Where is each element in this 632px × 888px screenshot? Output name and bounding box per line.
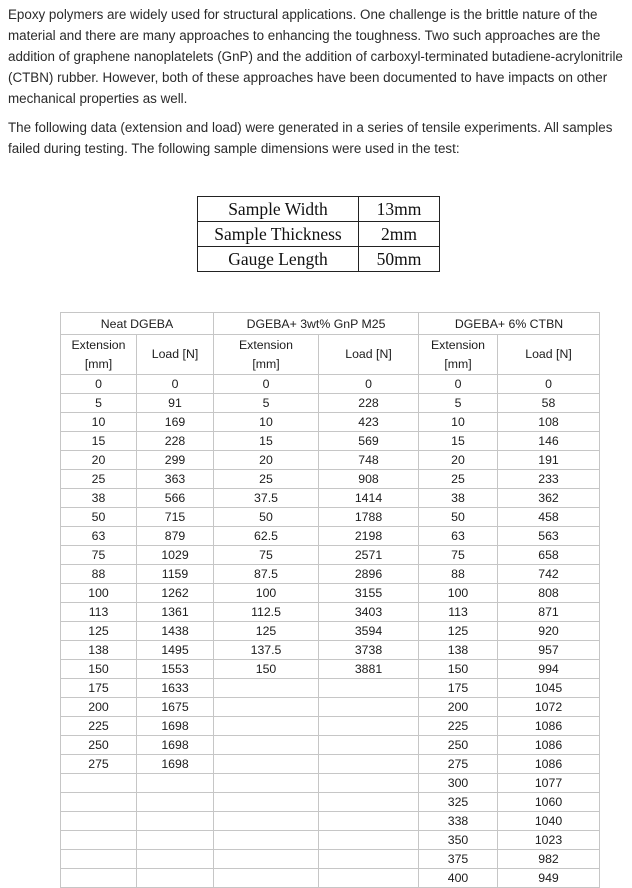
load-cell: 908 <box>319 470 419 489</box>
load-cell: 91 <box>137 394 214 413</box>
dimension-value: 50mm <box>359 247 440 272</box>
load-cell: 1553 <box>137 660 214 679</box>
load-cell <box>319 850 419 869</box>
extension-cell: 175 <box>419 679 498 698</box>
load-cell: 169 <box>137 413 214 432</box>
load-cell: 1029 <box>137 546 214 565</box>
load-cell: 949 <box>498 869 600 888</box>
extension-header-unit: [mm] <box>84 356 113 371</box>
load-cell <box>137 774 214 793</box>
table-row <box>61 527 600 546</box>
extension-cell: 50 <box>419 508 498 527</box>
load-cell <box>319 774 419 793</box>
extension-cell: 75 <box>61 546 137 565</box>
load-cell: 363 <box>137 470 214 489</box>
extension-cell: 100 <box>61 584 137 603</box>
load-cell: 191 <box>498 451 600 470</box>
group-header: DGEBA+ 6% CTBN <box>419 313 600 335</box>
load-cell <box>319 831 419 850</box>
extension-cell: 25 <box>61 470 137 489</box>
load-cell: 1045 <box>498 679 600 698</box>
table-row <box>61 451 600 470</box>
intro-paragraph-2: The following data (extension and load) were generated in a series of tensile experiments. All samples failed during testing. The following sample dimensions were used in the test: <box>8 120 613 156</box>
extension-cell: 88 <box>61 565 137 584</box>
load-cell <box>137 812 214 831</box>
extension-cell: 113 <box>61 603 137 622</box>
extension-cell: 10 <box>419 413 498 432</box>
extension-cell: 113 <box>419 603 498 622</box>
table-row <box>61 565 600 584</box>
extension-cell: 38 <box>419 489 498 508</box>
load-cell: 1361 <box>137 603 214 622</box>
load-cell: 1698 <box>137 755 214 774</box>
load-cell: 1414 <box>319 489 419 508</box>
load-cell: 1495 <box>137 641 214 660</box>
table-row <box>61 470 600 489</box>
table-row <box>61 394 600 413</box>
column-header-row <box>61 335 600 375</box>
extension-header-line: Extension <box>71 337 126 352</box>
extension-header-line: Extension <box>430 337 485 352</box>
extension-cell: 100 <box>214 584 319 603</box>
load-cell <box>319 812 419 831</box>
load-cell: 362 <box>498 489 600 508</box>
load-cell: 566 <box>137 489 214 508</box>
extension-cell: 20 <box>419 451 498 470</box>
load-cell: 2571 <box>319 546 419 565</box>
table-row <box>61 736 600 755</box>
extension-cell: 15 <box>214 432 319 451</box>
dimension-value: 13mm <box>359 197 440 222</box>
load-cell: 715 <box>137 508 214 527</box>
load-cell: 563 <box>498 527 600 546</box>
load-cell <box>319 755 419 774</box>
extension-cell: 20 <box>214 451 319 470</box>
table-row <box>61 413 600 432</box>
extension-cell: 75 <box>419 546 498 565</box>
load-cell: 879 <box>137 527 214 546</box>
load-cell: 1060 <box>498 793 600 812</box>
load-cell: 3738 <box>319 641 419 660</box>
extension-cell: 138 <box>61 641 137 660</box>
extension-cell: 200 <box>61 698 137 717</box>
load-header: Load [N] <box>137 335 214 375</box>
extension-cell: 5 <box>419 394 498 413</box>
load-cell: 1086 <box>498 717 600 736</box>
extension-cell: 125 <box>61 622 137 641</box>
extension-cell: 150 <box>419 660 498 679</box>
extension-cell <box>61 793 137 812</box>
load-cell: 3594 <box>319 622 419 641</box>
load-cell: 0 <box>319 375 419 394</box>
extension-cell: 138 <box>419 641 498 660</box>
dimension-label: Sample Width <box>198 197 359 222</box>
extension-cell <box>214 812 319 831</box>
load-cell: 3881 <box>319 660 419 679</box>
extension-cell: 25 <box>419 470 498 489</box>
load-cell: 299 <box>137 451 214 470</box>
load-cell: 423 <box>319 413 419 432</box>
load-cell: 0 <box>137 375 214 394</box>
load-cell: 658 <box>498 546 600 565</box>
extension-header-unit: [mm] <box>444 356 472 371</box>
load-cell: 146 <box>498 432 600 451</box>
dimension-label: Gauge Length <box>198 247 359 272</box>
table-row <box>61 793 600 812</box>
sample-dimensions-table <box>197 196 440 272</box>
table-row <box>61 831 600 850</box>
extension-cell <box>61 850 137 869</box>
load-cell: 2198 <box>319 527 419 546</box>
load-cell: 1040 <box>498 812 600 831</box>
table-row <box>61 774 600 793</box>
extension-cell: 0 <box>419 375 498 394</box>
extension-cell <box>214 774 319 793</box>
load-cell: 871 <box>498 603 600 622</box>
table-row <box>61 641 600 660</box>
table-row <box>61 869 600 888</box>
extension-cell: 20 <box>61 451 137 470</box>
extension-cell: 5 <box>214 394 319 413</box>
extension-cell: 38 <box>61 489 137 508</box>
table-row <box>61 603 600 622</box>
extension-cell: 375 <box>419 850 498 869</box>
load-cell: 920 <box>498 622 600 641</box>
load-cell: 808 <box>498 584 600 603</box>
table-row <box>61 584 600 603</box>
load-cell: 1698 <box>137 736 214 755</box>
extension-cell: 25 <box>214 470 319 489</box>
load-cell: 3403 <box>319 603 419 622</box>
group-header-row <box>61 313 600 335</box>
table-row <box>61 660 600 679</box>
extension-cell: 50 <box>61 508 137 527</box>
dimension-row <box>198 197 440 222</box>
extension-cell: 0 <box>61 375 137 394</box>
load-cell: 1072 <box>498 698 600 717</box>
table-row <box>61 489 600 508</box>
extension-header <box>61 335 137 375</box>
load-cell: 742 <box>498 565 600 584</box>
extension-cell: 225 <box>61 717 137 736</box>
dimension-value: 2mm <box>359 222 440 247</box>
extension-cell: 10 <box>214 413 319 432</box>
extension-cell: 250 <box>419 736 498 755</box>
extension-cell: 37.5 <box>214 489 319 508</box>
extension-cell: 175 <box>61 679 137 698</box>
table-row <box>61 546 600 565</box>
extension-cell: 338 <box>419 812 498 831</box>
load-cell <box>319 869 419 888</box>
extension-cell: 112.5 <box>214 603 319 622</box>
load-cell: 0 <box>498 375 600 394</box>
extension-cell: 125 <box>419 622 498 641</box>
extension-cell <box>214 793 319 812</box>
table-row <box>61 622 600 641</box>
group-header: DGEBA+ 3wt% GnP M25 <box>214 313 419 335</box>
extension-cell: 300 <box>419 774 498 793</box>
extension-cell: 75 <box>214 546 319 565</box>
dimension-row <box>198 222 440 247</box>
extension-cell: 50 <box>214 508 319 527</box>
intro-paragraph-1: Epoxy polymers are widely used for structural applications. One challenge is the brittle nature of the material and there are many approaches to enhancing the toughness. Two such approaches are the addition of graphene nanoplatelets (GnP) and the addition of carboxyl-terminated butadiene-acrylonitrile (CTBN) rubber. However, both of these approaches have been documented to have impacts on other mechanical properties as well. <box>8 7 623 106</box>
load-cell: 1788 <box>319 508 419 527</box>
load-cell <box>319 793 419 812</box>
load-cell <box>319 698 419 717</box>
extension-cell <box>61 774 137 793</box>
table-row <box>61 432 600 451</box>
extension-cell: 63 <box>419 527 498 546</box>
extension-cell: 150 <box>214 660 319 679</box>
load-cell: 1023 <box>498 831 600 850</box>
load-cell: 2896 <box>319 565 419 584</box>
load-cell <box>137 850 214 869</box>
load-cell: 1159 <box>137 565 214 584</box>
extension-cell: 100 <box>419 584 498 603</box>
load-cell: 957 <box>498 641 600 660</box>
load-cell: 1633 <box>137 679 214 698</box>
extension-cell: 63 <box>61 527 137 546</box>
table-row <box>61 812 600 831</box>
extension-cell: 87.5 <box>214 565 319 584</box>
extension-header-unit: [mm] <box>252 356 280 371</box>
load-cell <box>137 831 214 850</box>
table-row <box>61 679 600 698</box>
extension-cell: 15 <box>419 432 498 451</box>
load-cell <box>319 736 419 755</box>
table-row <box>61 375 600 394</box>
extension-cell: 88 <box>419 565 498 584</box>
load-cell: 1438 <box>137 622 214 641</box>
load-cell: 458 <box>498 508 600 527</box>
load-cell: 228 <box>319 394 419 413</box>
extension-cell <box>214 736 319 755</box>
table-row <box>61 508 600 527</box>
extension-header-line: Extension <box>238 337 293 352</box>
table-row <box>61 755 600 774</box>
extension-cell: 5 <box>61 394 137 413</box>
load-cell: 1675 <box>137 698 214 717</box>
extension-cell: 200 <box>419 698 498 717</box>
extension-cell: 275 <box>61 755 137 774</box>
extension-cell: 62.5 <box>214 527 319 546</box>
extension-cell <box>214 717 319 736</box>
extension-cell: 350 <box>419 831 498 850</box>
extension-cell: 10 <box>61 413 137 432</box>
load-cell: 1086 <box>498 755 600 774</box>
extension-cell <box>61 869 137 888</box>
group-header: Neat DGEBA <box>61 313 214 335</box>
load-header: Load [N] <box>319 335 419 375</box>
load-cell: 233 <box>498 470 600 489</box>
extension-cell: 15 <box>61 432 137 451</box>
extension-cell <box>214 698 319 717</box>
extension-cell: 150 <box>61 660 137 679</box>
extension-cell: 400 <box>419 869 498 888</box>
load-cell <box>319 679 419 698</box>
load-cell: 3155 <box>319 584 419 603</box>
load-cell <box>137 869 214 888</box>
extension-cell <box>214 869 319 888</box>
extension-cell <box>214 755 319 774</box>
table-row <box>61 850 600 869</box>
load-cell: 569 <box>319 432 419 451</box>
tensile-data-table <box>60 312 600 888</box>
extension-cell <box>61 812 137 831</box>
load-cell <box>137 793 214 812</box>
extension-cell: 325 <box>419 793 498 812</box>
load-cell: 994 <box>498 660 600 679</box>
load-cell: 1698 <box>137 717 214 736</box>
load-header: Load [N] <box>498 335 600 375</box>
extension-cell <box>214 831 319 850</box>
load-cell: 748 <box>319 451 419 470</box>
load-cell: 1086 <box>498 736 600 755</box>
extension-cell: 137.5 <box>214 641 319 660</box>
load-cell: 228 <box>137 432 214 451</box>
load-cell: 1077 <box>498 774 600 793</box>
extension-cell: 125 <box>214 622 319 641</box>
extension-header <box>419 335 498 375</box>
load-cell: 108 <box>498 413 600 432</box>
load-cell <box>319 717 419 736</box>
extension-cell <box>214 850 319 869</box>
extension-cell: 250 <box>61 736 137 755</box>
extension-cell: 225 <box>419 717 498 736</box>
extension-cell: 275 <box>419 755 498 774</box>
table-row <box>61 717 600 736</box>
load-cell: 58 <box>498 394 600 413</box>
load-cell: 1262 <box>137 584 214 603</box>
extension-header <box>214 335 319 375</box>
extension-cell <box>61 831 137 850</box>
dimension-label: Sample Thickness <box>198 222 359 247</box>
table-row <box>61 698 600 717</box>
extension-cell <box>214 679 319 698</box>
extension-cell: 0 <box>214 375 319 394</box>
load-cell: 982 <box>498 850 600 869</box>
dimension-row <box>198 247 440 272</box>
